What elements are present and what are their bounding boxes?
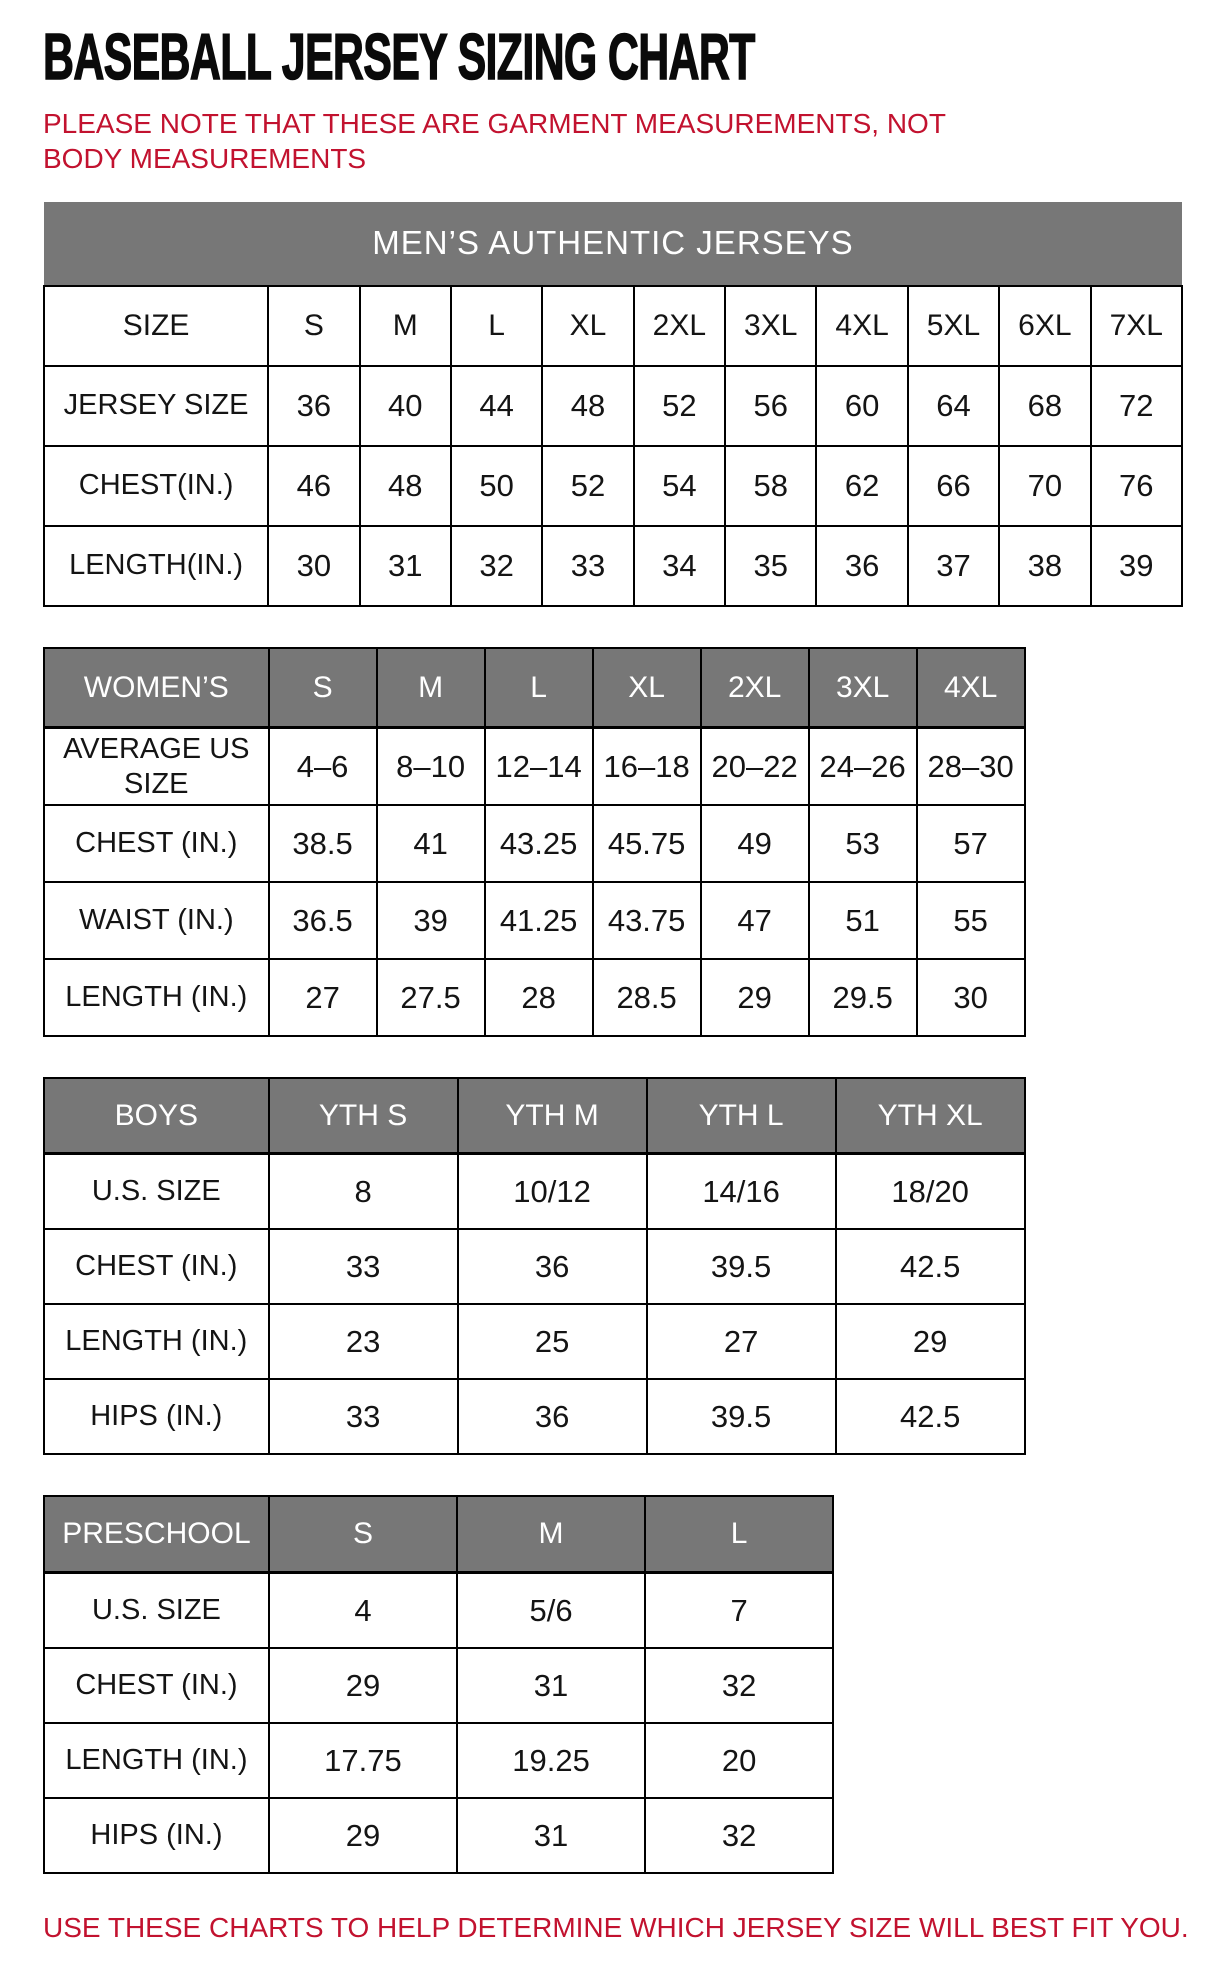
womens-column-header: 4XL [917,648,1025,728]
preschool-cell-value: 17.75 [269,1723,457,1798]
boys-cell-value: 33 [269,1379,458,1454]
mens-cell-value: 44 [451,366,542,446]
mens-cell-value: 32 [451,526,542,606]
boys-cell-value: 36 [458,1229,647,1304]
preschool-data-row [44,1648,833,1723]
preschool-data-row [44,1723,833,1798]
womens-cell-value: 45.75 [593,805,701,882]
womens-data-row [44,959,1025,1036]
preschool-header-row [44,1496,833,1573]
mens-column-header: 2XL [634,286,725,366]
mens-cell-value: 72 [1091,366,1182,446]
womens-data-row [44,728,1025,805]
womens-cell-value: 41 [377,805,485,882]
mens-column-header: XL [542,286,633,366]
mens-cell-value: 54 [634,446,725,526]
boys-column-header: YTH L [647,1078,836,1154]
boys-data-row [44,1379,1025,1454]
preschool-sizing-table [43,1495,834,1874]
boys-cell-value: 29 [836,1304,1025,1379]
womens-cell-value: 41.25 [485,882,593,959]
womens-cell-value: 27 [269,959,377,1036]
preschool-column-header: PRESCHOOL [44,1496,269,1573]
womens-cell-value: 55 [917,882,1025,959]
boys-data-row [44,1154,1025,1229]
mens-column-header: L [451,286,542,366]
mens-cell-value: 39 [1091,526,1182,606]
womens-cell-value: 36.5 [269,882,377,959]
boys-column-header: YTH S [269,1078,458,1154]
mens-cell-value: 48 [542,366,633,446]
boys-column-header: YTH M [458,1078,647,1154]
womens-column-header: S [269,648,377,728]
preschool-row-label: CHEST (IN.) [44,1648,269,1723]
mens-cell-value: 62 [816,446,907,526]
mens-sizing-table [43,202,1183,607]
mens-cell-value: 48 [360,446,451,526]
womens-cell-value: 28.5 [593,959,701,1036]
womens-cell-value: 57 [917,805,1025,882]
womens-cell-value: 20–22 [701,728,809,805]
womens-column-header: WOMEN’S [44,648,269,728]
womens-row-label: AVERAGE US SIZE [44,728,269,805]
mens-data-row [44,366,1182,446]
preschool-data-row [44,1573,833,1648]
mens-cell-value: 68 [999,366,1090,446]
womens-data-row [44,805,1025,882]
womens-cell-value: 28–30 [917,728,1025,805]
preschool-data-row [44,1798,833,1873]
boys-cell-value: 39.5 [647,1229,836,1304]
womens-cell-value: 16–18 [593,728,701,805]
mens-column-header: M [360,286,451,366]
boys-sizing-table [43,1077,1026,1455]
mens-header-row [44,286,1182,366]
mens-banner-row [44,202,1182,286]
womens-cell-value: 12–14 [485,728,593,805]
womens-cell-value: 43.75 [593,882,701,959]
womens-row-label: CHEST (IN.) [44,805,269,882]
womens-column-header: XL [593,648,701,728]
mens-cell-value: 40 [360,366,451,446]
womens-data-row [44,882,1025,959]
mens-banner: MEN’S AUTHENTIC JERSEYS [44,202,1182,286]
mens-cell-value: 38 [999,526,1090,606]
mens-row-label: CHEST(IN.) [44,446,268,526]
mens-row-label: JERSEY SIZE [44,366,268,446]
preschool-cell-value: 20 [645,1723,833,1798]
mens-column-header: 4XL [816,286,907,366]
mens-cell-value: 34 [634,526,725,606]
preschool-column-header: M [457,1496,645,1573]
boys-cell-value: 8 [269,1154,458,1229]
womens-cell-value: 53 [809,805,917,882]
boys-column-header: YTH XL [836,1078,1025,1154]
boys-cell-value: 39.5 [647,1379,836,1454]
boys-cell-value: 25 [458,1304,647,1379]
preschool-cell-value: 19.25 [457,1723,645,1798]
preschool-row-label: LENGTH (IN.) [44,1723,269,1798]
womens-cell-value: 8–10 [377,728,485,805]
boys-cell-value: 14/16 [647,1154,836,1229]
garment-measurements-note: PLEASE NOTE THAT THESE ARE GARMENT MEASUREMENTS, NOT BODY MEASUREMENTS [43,107,946,174]
mens-column-header: SIZE [44,286,268,366]
womens-cell-value: 28 [485,959,593,1036]
mens-cell-value: 60 [816,366,907,446]
womens-cell-value: 27.5 [377,959,485,1036]
preschool-cell-value: 29 [269,1798,457,1873]
womens-cell-value: 39 [377,882,485,959]
mens-data-row [44,526,1182,606]
preschool-row-label: U.S. SIZE [44,1573,269,1648]
womens-cell-value: 47 [701,882,809,959]
boys-cell-value: 33 [269,1229,458,1304]
mens-cell-value: 56 [725,366,816,446]
boys-row-label: LENGTH (IN.) [44,1304,269,1379]
mens-cell-value: 46 [268,446,359,526]
preschool-column-header: L [645,1496,833,1573]
preschool-row-label: HIPS (IN.) [44,1798,269,1873]
mens-cell-value: 50 [451,446,542,526]
womens-header-row [44,648,1025,728]
mens-column-header: 6XL [999,286,1090,366]
womens-column-header: L [485,648,593,728]
womens-column-header: 3XL [809,648,917,728]
mens-cell-value: 66 [908,446,999,526]
mens-column-header: 7XL [1091,286,1182,366]
boys-cell-value: 36 [458,1379,647,1454]
mens-data-row [44,446,1182,526]
boys-row-label: U.S. SIZE [44,1154,269,1229]
womens-column-header: 2XL [701,648,809,728]
boys-column-header: BOYS [44,1078,269,1154]
mens-cell-value: 70 [999,446,1090,526]
boys-data-row [44,1229,1025,1304]
womens-row-label: WAIST (IN.) [44,882,269,959]
preschool-cell-value: 7 [645,1573,833,1648]
mens-row-label: LENGTH(IN.) [44,526,268,606]
boys-cell-value: 27 [647,1304,836,1379]
womens-cell-value: 38.5 [269,805,377,882]
womens-cell-value: 24–26 [809,728,917,805]
preschool-cell-value: 32 [645,1648,833,1723]
boys-row-label: HIPS (IN.) [44,1379,269,1454]
mens-column-header: 3XL [725,286,816,366]
womens-sizing-table [43,647,1026,1037]
boys-row-label: CHEST (IN.) [44,1229,269,1304]
boys-header-row [44,1078,1025,1154]
womens-cell-value: 29 [701,959,809,1036]
page-title: BASEBALL JERSEY SIZING CHART [43,20,755,93]
womens-cell-value: 51 [809,882,917,959]
mens-cell-value: 33 [542,526,633,606]
womens-cell-value: 29.5 [809,959,917,1036]
preschool-cell-value: 4 [269,1573,457,1648]
mens-cell-value: 52 [542,446,633,526]
mens-cell-value: 31 [360,526,451,606]
boys-cell-value: 10/12 [458,1154,647,1229]
womens-row-label: LENGTH (IN.) [44,959,269,1036]
mens-cell-value: 76 [1091,446,1182,526]
preschool-cell-value: 31 [457,1798,645,1873]
womens-cell-value: 49 [701,805,809,882]
mens-cell-value: 64 [908,366,999,446]
boys-cell-value: 42.5 [836,1229,1025,1304]
boys-cell-value: 42.5 [836,1379,1025,1454]
womens-cell-value: 4–6 [269,728,377,805]
mens-cell-value: 36 [268,366,359,446]
womens-column-header: M [377,648,485,728]
boys-cell-value: 23 [269,1304,458,1379]
mens-cell-value: 58 [725,446,816,526]
womens-cell-value: 30 [917,959,1025,1036]
footer-text: USE THESE CHARTS TO HELP DETERMINE WHICH JERSEY SIZE WILL BEST FIT YOU. [43,1911,1189,1943]
womens-cell-value: 43.25 [485,805,593,882]
preschool-column-header: S [269,1496,457,1573]
preschool-cell-value: 5/6 [457,1573,645,1648]
boys-cell-value: 18/20 [836,1154,1025,1229]
mens-cell-value: 37 [908,526,999,606]
mens-cell-value: 30 [268,526,359,606]
mens-column-header: S [268,286,359,366]
preschool-cell-value: 29 [269,1648,457,1723]
mens-column-header: 5XL [908,286,999,366]
mens-cell-value: 52 [634,366,725,446]
preschool-cell-value: 32 [645,1798,833,1873]
mens-cell-value: 35 [725,526,816,606]
mens-cell-value: 36 [816,526,907,606]
boys-data-row [44,1304,1025,1379]
preschool-cell-value: 31 [457,1648,645,1723]
